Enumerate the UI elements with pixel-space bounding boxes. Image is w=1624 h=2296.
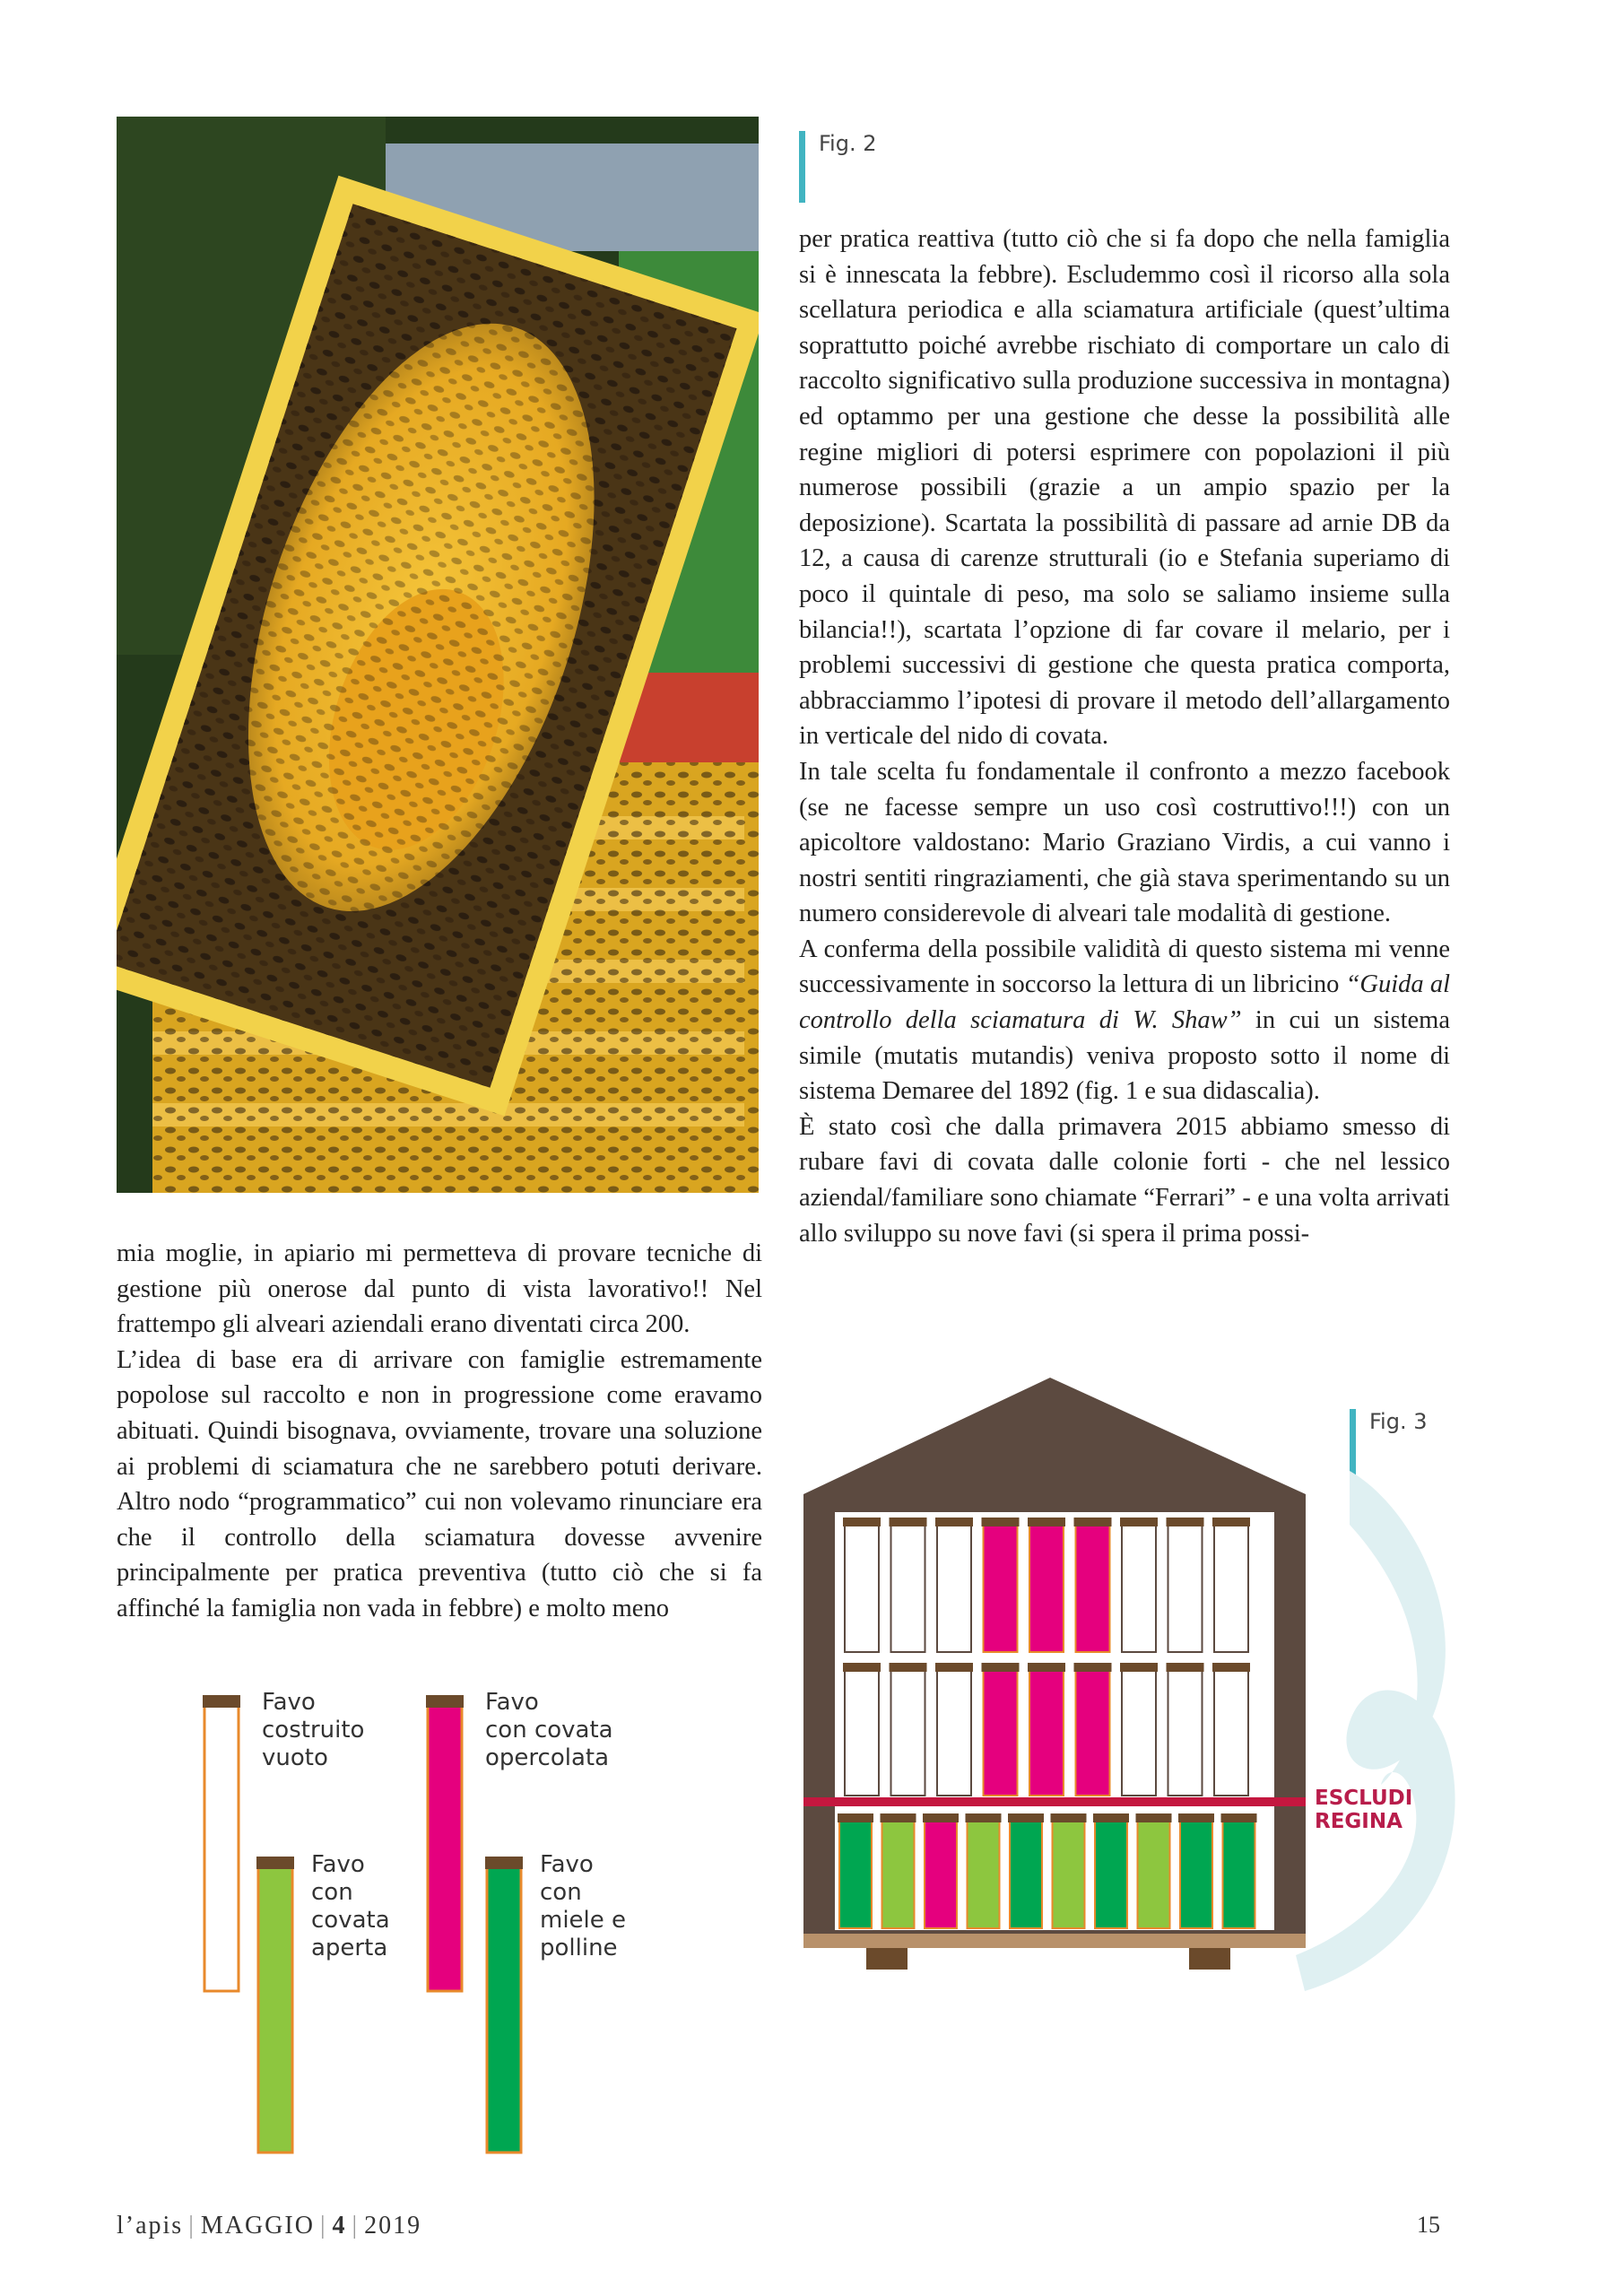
frame-capped bbox=[984, 1523, 1018, 1652]
queen-excluder bbox=[803, 1797, 1306, 1806]
frame-honey bbox=[1095, 1819, 1127, 1928]
excluder-label-line: REGINA bbox=[1315, 1810, 1403, 1833]
legend-line: costruito bbox=[262, 1717, 365, 1744]
frame-capped bbox=[1076, 1668, 1110, 1796]
frame-empty bbox=[1122, 1523, 1156, 1652]
legend-line: miele e bbox=[540, 1907, 627, 1934]
legend-line: covata bbox=[311, 1907, 390, 1934]
frame-open bbox=[968, 1819, 1000, 1928]
frame-empty bbox=[937, 1668, 971, 1796]
legend-line: con covata bbox=[485, 1717, 613, 1744]
fig3-label: Fig. 3 bbox=[1350, 1409, 1428, 1434]
excluder-label-line: ESCLUDI bbox=[1315, 1787, 1413, 1810]
frame-honey bbox=[1223, 1819, 1255, 1928]
decorative-swirl bbox=[1296, 1453, 1502, 2009]
legend-frame-open bbox=[256, 1857, 294, 2152]
text-span: A conferma della possibile validità di questo sistema mi venne successivamente in soccorso la lettura di un libricino bbox=[799, 935, 1450, 999]
legend-line: aperta bbox=[311, 1935, 388, 1961]
frame-top-bar bbox=[1028, 1663, 1065, 1672]
frame-top-bar bbox=[1221, 1813, 1257, 1822]
legend-line: Favo bbox=[311, 1851, 365, 1878]
frame-top-bar bbox=[1212, 1518, 1250, 1526]
frame-open bbox=[882, 1819, 915, 1928]
paragraph: mia moglie, in apiario mi permetteva di provare tecniche di gestione più onerose dal punto di vista lavorativo!! Nel frattempo gli alveari aziendali erano diventati circa 200. bbox=[117, 1239, 762, 1339]
frame-top-bar bbox=[923, 1813, 959, 1822]
frame-top-bar bbox=[935, 1663, 973, 1672]
text-span: in cui un sistema simile (mutatis mutandis) veniva proposto sotto il nome di sistema Demaree del 1892 (fig. 1 e sua didascalia). bbox=[799, 1006, 1450, 1106]
frame-empty bbox=[937, 1523, 971, 1652]
legend-frame-capped bbox=[426, 1695, 464, 1991]
paragraph: È stato così che dalla primavera 2015 abbiamo smesso di rubare favi di covata dalle colonie forti - che nel lessico aziendal/familiare sono chiamate “Ferrari” - e una volta arrivati allo sviluppo su nove favi (si spera il prima possi- bbox=[799, 1112, 1450, 1248]
frame-empty bbox=[1168, 1523, 1203, 1652]
frame-top-bar bbox=[935, 1518, 973, 1526]
left-column-text bbox=[117, 1236, 762, 1627]
excluder-label bbox=[1315, 1787, 1458, 1833]
frame-honey bbox=[1010, 1819, 1042, 1928]
frame-capped bbox=[1029, 1668, 1064, 1796]
frame-empty bbox=[1168, 1668, 1203, 1796]
legend-line: con bbox=[311, 1879, 353, 1906]
frame-top-bar bbox=[1074, 1663, 1112, 1672]
issue-year: 2019 bbox=[364, 2212, 422, 2239]
frame-top-bar bbox=[1074, 1518, 1112, 1526]
brand: l’apis bbox=[117, 2212, 184, 2239]
legend-graphic bbox=[117, 1686, 762, 2188]
hive-foot-left bbox=[866, 1948, 908, 1970]
legend-line: Favo bbox=[262, 1689, 316, 1716]
frame-empty bbox=[1122, 1668, 1156, 1796]
legend-label-empty bbox=[262, 1689, 364, 1772]
hive-base bbox=[803, 1934, 1306, 1948]
frame-honey bbox=[1180, 1819, 1212, 1928]
paragraph: L’idea di base era di arrivare con famiglie estremamente popolose sul raccolto e non in progressione come eravamo abituati. Quindi bisognava, ovviamente, trovare una soluzione ai problemi di sciamatura che ne sarebbero potuti derivare. Altro nodo “programmatico” cui non volevamo rinunciare era che il controllo della sciamatura dovesse avvenire principalmente per pratica preventiva (tutto ciò che si fa affinché la famiglia non vada in febbre) e molto meno bbox=[117, 1345, 762, 1622]
frame-top-bar bbox=[982, 1518, 1020, 1526]
book-title: “Guida al controllo della sciamatura di W. Shaw” bbox=[799, 970, 1450, 1035]
frame-capped bbox=[984, 1668, 1018, 1796]
legend-line: polline bbox=[540, 1935, 618, 1961]
frame-top-bar bbox=[890, 1518, 927, 1526]
frame-top-bar bbox=[1120, 1518, 1158, 1526]
middle-super-frames bbox=[843, 1663, 1250, 1796]
frame-top-bar bbox=[838, 1813, 873, 1822]
paragraph: per pratica reattiva (tutto ciò che si fa dopo che nella famiglia si è innescata la febbre). Escludemmo così il ricorso alla sola scellatura periodica e alla sciamatura artificiale (quest’ultima soprattutto poiché avrebbe rischiato di comportare un calo di raccolto significativo sulla produzione successiva in montagna) ed optammo per una gestione che desse la possibilità alle regine migliori di potersi esprimere con popolazioni il più numerose possibili (grazie a un ampio spazio per la deposizione). Scartata la possibilità di passare ad arnie DB da 12, a causa di carenze strutturali (io e Stefania superiamo di poco il quintale di peso, ma solo se saliamo insieme sulla bilancia!!), scartata l’opzione di far covare il melario, per i problemi successivi di gestione che questa pratica comporta, abbracciammo l’ipotesi di provare il metodo dell’allargamento in verticale del nido di covata. bbox=[799, 225, 1450, 751]
legend-line: vuoto bbox=[262, 1744, 328, 1771]
issue-number: 4 bbox=[332, 2212, 347, 2239]
legend-label-capped bbox=[485, 1689, 613, 1772]
frame-top-bar bbox=[1028, 1518, 1065, 1526]
frame-top-bar bbox=[881, 1813, 916, 1822]
frame-open bbox=[1053, 1819, 1085, 1928]
legend-line: Favo bbox=[485, 1689, 539, 1716]
hive-diagram bbox=[803, 1378, 1306, 1970]
top-super-frames bbox=[843, 1518, 1250, 1652]
frame-top-bar bbox=[1051, 1813, 1087, 1822]
frame-capped bbox=[925, 1819, 957, 1928]
frame-empty bbox=[1214, 1668, 1248, 1796]
frame-empty bbox=[891, 1668, 925, 1796]
frame-top-bar bbox=[966, 1813, 1002, 1822]
page-number: 15 bbox=[1417, 2212, 1440, 2238]
footer-masthead: l’apis | MAGGIO | 4 | 2019 bbox=[117, 2212, 422, 2239]
frame-top-bar bbox=[843, 1518, 881, 1526]
frame-top-bar bbox=[890, 1663, 927, 1672]
frame-top-bar bbox=[1136, 1813, 1172, 1822]
frame-empty bbox=[1214, 1523, 1248, 1652]
legend-frame-honey bbox=[485, 1857, 523, 2152]
legend-label-open bbox=[311, 1851, 390, 1962]
frame-honey bbox=[839, 1819, 872, 1928]
frame-empty bbox=[891, 1523, 925, 1652]
legend-line: Favo bbox=[540, 1851, 594, 1878]
frame-top-bar bbox=[1212, 1663, 1250, 1672]
beehive-photo bbox=[117, 117, 759, 1193]
paragraph bbox=[799, 932, 1450, 1109]
right-column-text bbox=[799, 222, 1450, 1251]
frame-open bbox=[1138, 1819, 1170, 1928]
frame-capped bbox=[1029, 1523, 1064, 1652]
issue-month: MAGGIO bbox=[200, 2212, 315, 2239]
frame-capped bbox=[1076, 1523, 1110, 1652]
frame-empty bbox=[845, 1523, 879, 1652]
legend-label-honey bbox=[540, 1851, 626, 1962]
frame-top-bar bbox=[1120, 1663, 1158, 1672]
fig2-label: Fig. 2 bbox=[799, 131, 877, 156]
frame-top-bar bbox=[1167, 1663, 1204, 1672]
legend-line: opercolata bbox=[485, 1744, 610, 1771]
frame-top-bar bbox=[1093, 1813, 1129, 1822]
frame-top-bar bbox=[1178, 1813, 1214, 1822]
frame-top-bar bbox=[1008, 1813, 1044, 1822]
frame-top-bar bbox=[843, 1663, 881, 1672]
legend-line: con bbox=[540, 1879, 582, 1906]
frame-top-bar bbox=[982, 1663, 1020, 1672]
hive-foot-right bbox=[1189, 1948, 1230, 1970]
frame-empty bbox=[845, 1668, 879, 1796]
frame-top-bar bbox=[1167, 1518, 1204, 1526]
paragraph: In tale scelta fu fondamentale il confronto a mezzo facebook (se ne facesse sempre un uso così costruttivo!!!) con un apicoltore valdostano: Mario Graziano Virdis, a cui vanno i nostri sentiti ringraziamenti, che già stava sperimentando su un numero considerevole di alveari tale modalità di gestione. bbox=[799, 757, 1450, 928]
legend-frame-empty bbox=[203, 1695, 240, 1991]
beehive-illustration bbox=[117, 117, 759, 1193]
